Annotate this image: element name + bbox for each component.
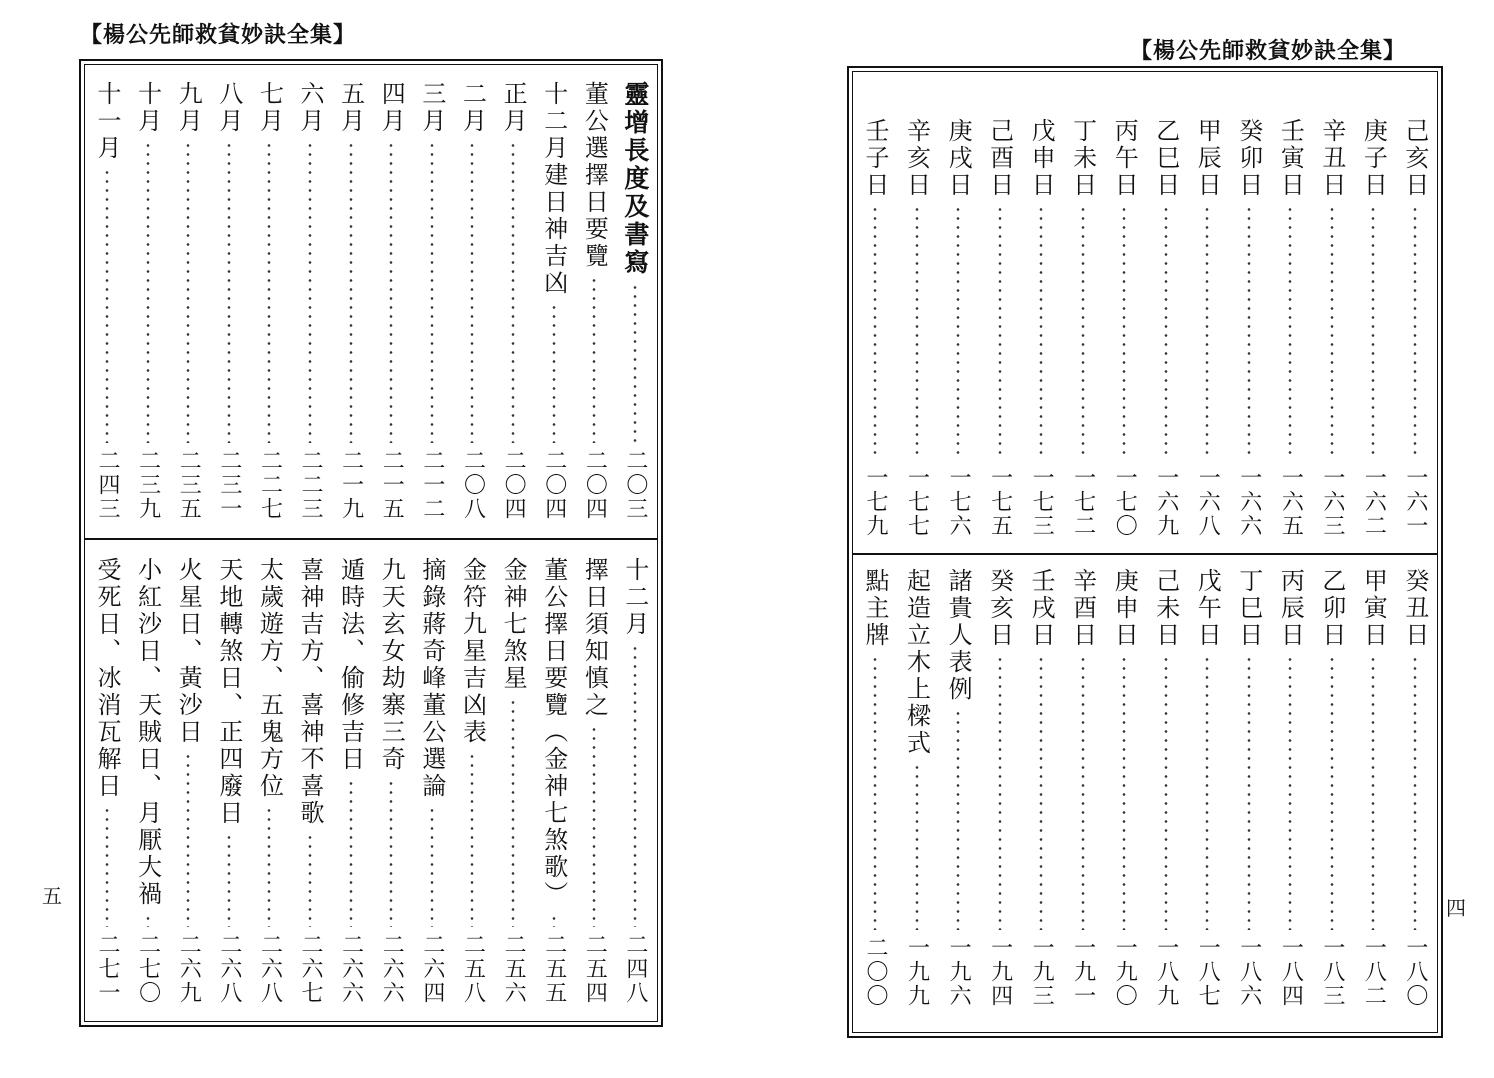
dotted-leader bbox=[1330, 655, 1334, 930]
dotted-leader bbox=[470, 752, 474, 927]
toc-entry[interactable] bbox=[1231, 568, 1267, 1008]
toc-entry[interactable] bbox=[1065, 568, 1101, 1008]
toc-entry-page-number: 一九六 bbox=[946, 936, 972, 1008]
toc-entry-page-number: 二六七 bbox=[298, 933, 324, 1005]
toc-entry-page-number: 二六九 bbox=[176, 933, 202, 1005]
left-page-number: 五 bbox=[42, 884, 62, 908]
toc-entry-title: 甲辰日 bbox=[1193, 118, 1222, 199]
toc-entry-title: 戊午日 bbox=[1193, 568, 1222, 649]
toc-entry-title: 起造立木上樑式 bbox=[902, 568, 931, 757]
left-toc-top-section bbox=[89, 81, 653, 521]
toc-entry-page-number: 一七〇 bbox=[1112, 466, 1138, 538]
left-toc-frame bbox=[79, 59, 663, 1027]
toc-entry[interactable] bbox=[617, 81, 653, 521]
toc-entry-title: 丙辰日 bbox=[1276, 568, 1305, 649]
dotted-leader bbox=[105, 806, 109, 927]
toc-entry-page-number: 一七二 bbox=[1070, 466, 1096, 538]
toc-entry-title: 三月 bbox=[417, 81, 446, 135]
toc-entry-title: 庚戌日 bbox=[944, 118, 973, 199]
toc-entry-page-number: 一六二 bbox=[1361, 466, 1387, 538]
toc-entry[interactable] bbox=[333, 81, 369, 521]
dotted-leader bbox=[389, 779, 393, 927]
toc-entry-page-number: 一六一 bbox=[1402, 466, 1428, 538]
dotted-leader bbox=[308, 833, 312, 927]
toc-entry-title: 九月 bbox=[174, 81, 203, 135]
dotted-leader bbox=[1122, 655, 1126, 930]
toc-entry-page-number: 二七〇 bbox=[135, 933, 161, 1005]
toc-entry[interactable] bbox=[414, 557, 450, 1005]
toc-entry-title: 摘錄蔣奇峰董公選論 bbox=[417, 557, 446, 800]
toc-entry[interactable] bbox=[1272, 118, 1308, 538]
dotted-leader bbox=[1164, 655, 1168, 930]
toc-entry[interactable] bbox=[373, 81, 409, 521]
right-toc-frame bbox=[847, 66, 1443, 1038]
toc-entry-title: 癸亥日 bbox=[985, 568, 1014, 649]
toc-entry-page-number: 一八〇 bbox=[1402, 936, 1428, 1008]
dotted-leader bbox=[873, 205, 877, 460]
dotted-leader bbox=[1247, 655, 1251, 930]
toc-entry-page-number: 一六三 bbox=[1319, 466, 1345, 538]
dotted-leader bbox=[267, 141, 271, 443]
toc-entry-title: 十一月 bbox=[93, 81, 121, 162]
toc-entry-title: 十月 bbox=[133, 81, 162, 135]
dotted-leader bbox=[186, 752, 190, 927]
dotted-leader bbox=[633, 644, 637, 927]
toc-entry[interactable] bbox=[1189, 118, 1225, 538]
toc-entry-page-number: 一六六 bbox=[1236, 466, 1262, 538]
toc-entry-page-number: 一七六 bbox=[946, 466, 972, 538]
toc-entry-page-number: 二五五 bbox=[541, 933, 567, 1005]
toc-entry-title: 九天玄女劫寨三奇 bbox=[377, 557, 406, 773]
toc-entry-page-number: 二一五 bbox=[379, 449, 405, 521]
dotted-leader bbox=[186, 141, 190, 443]
toc-entry-page-number: 二六八 bbox=[257, 933, 283, 1005]
toc-entry-title: 十二月 bbox=[620, 557, 649, 638]
toc-entry-title: 己亥日 bbox=[1400, 118, 1429, 199]
toc-entry-page-number: 二七一 bbox=[95, 933, 120, 1005]
dotted-leader bbox=[430, 141, 434, 443]
toc-entry[interactable] bbox=[211, 81, 247, 521]
toc-entry-title: 諸貴人表例 bbox=[944, 568, 973, 703]
toc-entry-page-number: 一九〇 bbox=[1112, 936, 1138, 1008]
toc-entry-page-number: 一九三 bbox=[1029, 936, 1055, 1008]
toc-entry-page-number: 一九四 bbox=[987, 936, 1013, 1008]
dotted-leader bbox=[1413, 655, 1417, 930]
dotted-leader bbox=[349, 779, 353, 927]
dotted-leader bbox=[511, 141, 515, 443]
dotted-leader bbox=[389, 141, 393, 443]
toc-entry[interactable] bbox=[576, 557, 612, 1005]
dotted-leader bbox=[1288, 655, 1292, 930]
toc-entry-title: 丙午日 bbox=[1110, 118, 1139, 199]
toc-entry-page-number: 二五四 bbox=[582, 933, 608, 1005]
toc-entry-title: 丁巳日 bbox=[1234, 568, 1263, 649]
toc-entry[interactable] bbox=[1231, 118, 1267, 538]
toc-entry-page-number: 二一二 bbox=[419, 449, 445, 521]
toc-entry[interactable] bbox=[1397, 568, 1433, 1008]
dotted-leader bbox=[267, 806, 271, 927]
toc-entry[interactable] bbox=[982, 118, 1018, 538]
toc-entry[interactable] bbox=[1106, 118, 1142, 538]
toc-entry[interactable] bbox=[982, 568, 1018, 1008]
toc-entry[interactable] bbox=[495, 81, 531, 521]
toc-entry-title: 乙巳日 bbox=[1151, 118, 1180, 199]
dotted-leader bbox=[915, 763, 919, 930]
toc-entry[interactable] bbox=[1272, 568, 1308, 1008]
toc-entry[interactable] bbox=[495, 557, 531, 1005]
dotted-leader bbox=[146, 914, 150, 927]
toc-entry[interactable] bbox=[899, 568, 935, 1008]
right-toc-top-section bbox=[857, 118, 1433, 538]
dotted-leader bbox=[1039, 205, 1043, 460]
dotted-leader bbox=[915, 205, 919, 460]
toc-entry[interactable] bbox=[1023, 118, 1059, 538]
toc-entry-title: 金符九星吉凶表 bbox=[458, 557, 487, 746]
right-toc-divider bbox=[853, 553, 1437, 555]
toc-entry[interactable] bbox=[89, 557, 125, 1005]
toc-entry[interactable] bbox=[536, 557, 572, 1005]
toc-entry-title: 癸丑日 bbox=[1400, 568, 1429, 649]
toc-entry-title: 壬戌日 bbox=[1027, 568, 1056, 649]
toc-entry-title: 小紅沙日、天賊日、月厭大禍 bbox=[133, 557, 162, 908]
toc-entry[interactable] bbox=[251, 557, 287, 1005]
toc-entry[interactable] bbox=[211, 557, 247, 1005]
toc-entry-title: 八月 bbox=[214, 81, 243, 135]
dotted-leader bbox=[1205, 655, 1209, 930]
toc-entry-title: 靈增長度及書寫 bbox=[620, 81, 650, 277]
toc-entry[interactable] bbox=[1355, 118, 1391, 538]
toc-entry[interactable] bbox=[576, 81, 612, 521]
toc-entry[interactable] bbox=[940, 118, 976, 538]
toc-entry-title: 天地轉煞日、正四廢日 bbox=[214, 557, 243, 827]
toc-entry-title: 董公擇日要覽（金神七煞歌） bbox=[539, 557, 568, 908]
toc-entry[interactable] bbox=[292, 557, 328, 1005]
dotted-leader bbox=[227, 141, 231, 443]
toc-entry-title: 乙卯日 bbox=[1317, 568, 1346, 649]
toc-entry-page-number: 一六九 bbox=[1153, 466, 1179, 538]
toc-entry[interactable] bbox=[1148, 118, 1184, 538]
toc-entry[interactable] bbox=[251, 81, 287, 521]
toc-entry-title: 二月 bbox=[458, 81, 487, 135]
dotted-leader bbox=[552, 914, 556, 927]
dotted-leader bbox=[430, 806, 434, 927]
dotted-leader bbox=[227, 833, 231, 927]
dotted-leader bbox=[1371, 205, 1375, 460]
toc-entry[interactable] bbox=[1106, 568, 1142, 1008]
dotted-leader bbox=[956, 205, 960, 460]
toc-entry[interactable] bbox=[1023, 568, 1059, 1008]
toc-entry-page-number: 二〇〇 bbox=[863, 936, 888, 1008]
toc-entry-page-number: 二〇八 bbox=[460, 449, 486, 521]
toc-entry-title: 金神七煞星 bbox=[499, 557, 528, 692]
toc-entry-title: 庚申日 bbox=[1110, 568, 1139, 649]
toc-entry[interactable] bbox=[536, 81, 572, 521]
toc-entry-title: 正月 bbox=[499, 81, 528, 135]
toc-entry-page-number: 二五六 bbox=[501, 933, 527, 1005]
toc-entry-page-number: 二三一 bbox=[216, 449, 242, 521]
toc-entry-title: 六月 bbox=[296, 81, 325, 135]
dotted-leader bbox=[1122, 205, 1126, 460]
toc-entry[interactable] bbox=[89, 81, 125, 521]
toc-entry-page-number: 一八六 bbox=[1236, 936, 1262, 1008]
toc-entry-page-number: 一八三 bbox=[1319, 936, 1345, 1008]
toc-entry-page-number: 二三五 bbox=[176, 449, 202, 521]
toc-entry-page-number: 一九九 bbox=[904, 936, 930, 1008]
toc-entry[interactable] bbox=[1065, 118, 1101, 538]
toc-entry[interactable] bbox=[170, 557, 206, 1005]
dotted-leader bbox=[633, 283, 637, 443]
dotted-leader bbox=[1081, 205, 1085, 460]
toc-entry-title: 庚子日 bbox=[1359, 118, 1388, 199]
toc-entry[interactable] bbox=[857, 118, 893, 538]
toc-entry-page-number: 一九一 bbox=[1070, 936, 1096, 1008]
toc-entry-title: 喜神吉方、喜神不喜歌 bbox=[296, 557, 325, 827]
toc-entry[interactable] bbox=[170, 81, 206, 521]
dotted-leader bbox=[308, 141, 312, 443]
toc-entry-page-number: 一七七 bbox=[904, 466, 930, 538]
toc-entry-page-number: 二一九 bbox=[338, 449, 364, 521]
toc-entry-page-number: 二〇四 bbox=[501, 449, 527, 521]
toc-entry[interactable] bbox=[373, 557, 409, 1005]
toc-entry[interactable] bbox=[1148, 568, 1184, 1008]
toc-entry-title: 太歲遊方、五鬼方位 bbox=[255, 557, 284, 800]
toc-entry-page-number: 二三九 bbox=[135, 449, 161, 521]
toc-entry-title: 癸卯日 bbox=[1234, 118, 1263, 199]
toc-entry-page-number: 二〇三 bbox=[622, 449, 648, 521]
toc-entry-title: 辛亥日 bbox=[902, 118, 931, 199]
toc-entry-title: 受死日、冰消瓦解日 bbox=[93, 557, 121, 800]
right-page-number: 四 bbox=[1446, 896, 1466, 920]
toc-entry-page-number: 一六五 bbox=[1278, 466, 1304, 538]
left-toc-bottom-section bbox=[89, 557, 653, 1005]
toc-entry[interactable] bbox=[940, 568, 976, 1008]
dotted-leader bbox=[873, 655, 877, 930]
toc-entry-title: 火星日、黃沙日 bbox=[174, 557, 203, 746]
toc-entry-page-number: 一七三 bbox=[1029, 466, 1055, 538]
toc-entry-page-number: 一六八 bbox=[1195, 466, 1221, 538]
toc-entry-title: 己酉日 bbox=[985, 118, 1014, 199]
toc-entry-page-number: 二六六 bbox=[338, 933, 364, 1005]
toc-entry-page-number: 二二三 bbox=[298, 449, 324, 521]
dotted-leader bbox=[998, 205, 1002, 460]
toc-entry[interactable] bbox=[617, 557, 653, 1005]
toc-entry[interactable] bbox=[414, 81, 450, 521]
toc-entry-page-number: 二六六 bbox=[379, 933, 405, 1005]
toc-entry-title: 十二月建日神吉凶 bbox=[539, 81, 568, 297]
toc-entry-page-number: 一八四 bbox=[1278, 936, 1304, 1008]
toc-entry-title: 擇日須知慎之 bbox=[580, 557, 609, 719]
toc-entry-title: 董公選擇日要覽 bbox=[580, 81, 609, 270]
toc-entry[interactable] bbox=[1314, 568, 1350, 1008]
dotted-leader bbox=[592, 725, 596, 927]
dotted-leader bbox=[1288, 205, 1292, 460]
toc-entry-page-number: 二六四 bbox=[419, 933, 445, 1005]
toc-entry-title: 甲寅日 bbox=[1359, 568, 1388, 649]
toc-entry[interactable] bbox=[454, 557, 490, 1005]
toc-entry[interactable] bbox=[454, 81, 490, 521]
dotted-leader bbox=[349, 141, 353, 443]
toc-entry-page-number: 一七五 bbox=[987, 466, 1013, 538]
toc-entry-page-number: 一七九 bbox=[863, 466, 888, 538]
toc-entry-title: 點主牌 bbox=[861, 568, 889, 649]
toc-entry-title: 五月 bbox=[336, 81, 365, 135]
toc-entry-title: 四月 bbox=[377, 81, 406, 135]
toc-entry-title: 戊申日 bbox=[1027, 118, 1056, 199]
toc-entry-page-number: 一八七 bbox=[1195, 936, 1221, 1008]
toc-entry-title: 七月 bbox=[255, 81, 284, 135]
left-page-header: 【楊公先師救貧妙訣全集】 bbox=[80, 23, 357, 48]
toc-entry-title: 遁時法、偷修吉日 bbox=[336, 557, 365, 773]
toc-entry-title: 辛酉日 bbox=[1068, 568, 1097, 649]
dotted-leader bbox=[1164, 205, 1168, 460]
toc-entry-page-number: 二五八 bbox=[460, 933, 486, 1005]
toc-entry-page-number: 二四三 bbox=[95, 449, 120, 521]
toc-entry[interactable] bbox=[130, 81, 166, 521]
toc-entry-title: 辛丑日 bbox=[1317, 118, 1346, 199]
toc-entry-page-number: 二六八 bbox=[216, 933, 242, 1005]
dotted-leader bbox=[552, 303, 556, 443]
toc-entry[interactable] bbox=[1189, 568, 1225, 1008]
dotted-leader bbox=[1081, 655, 1085, 930]
toc-entry[interactable] bbox=[857, 568, 893, 1008]
toc-entry[interactable] bbox=[899, 118, 935, 538]
dotted-leader bbox=[592, 276, 596, 443]
dotted-leader bbox=[1205, 205, 1209, 460]
toc-entry-title: 己未日 bbox=[1151, 568, 1180, 649]
toc-entry-page-number: 一八九 bbox=[1153, 936, 1179, 1008]
dotted-leader bbox=[1371, 655, 1375, 930]
dotted-leader bbox=[1330, 205, 1334, 460]
toc-entry[interactable] bbox=[292, 81, 328, 521]
toc-entry-page-number: 二四八 bbox=[622, 933, 648, 1005]
toc-entry-title: 丁未日 bbox=[1068, 118, 1097, 199]
toc-entry[interactable] bbox=[1314, 118, 1350, 538]
toc-entry[interactable] bbox=[1397, 118, 1433, 538]
toc-entry[interactable] bbox=[333, 557, 369, 1005]
toc-entry-title: 壬寅日 bbox=[1276, 118, 1305, 199]
right-toc-bottom-section bbox=[857, 568, 1433, 1008]
dotted-leader bbox=[998, 655, 1002, 930]
dotted-leader bbox=[1039, 655, 1043, 930]
toc-entry[interactable] bbox=[130, 557, 166, 1005]
toc-entry-page-number: 二〇四 bbox=[582, 449, 608, 521]
toc-entry-title: 壬子日 bbox=[861, 118, 889, 199]
dotted-leader bbox=[146, 141, 150, 443]
toc-entry-page-number: 二〇四 bbox=[541, 449, 567, 521]
left-toc-divider bbox=[85, 538, 657, 540]
toc-entry[interactable] bbox=[1355, 568, 1391, 1008]
dotted-leader bbox=[1413, 205, 1417, 460]
dotted-leader bbox=[105, 168, 109, 443]
toc-entry-page-number: 一八二 bbox=[1361, 936, 1387, 1008]
right-page-header: 【楊公先師救貧妙訣全集】 bbox=[1130, 39, 1407, 64]
dotted-leader bbox=[470, 141, 474, 443]
toc-entry-page-number: 二二七 bbox=[257, 449, 283, 521]
dotted-leader bbox=[511, 698, 515, 927]
dotted-leader bbox=[956, 709, 960, 930]
dotted-leader bbox=[1247, 205, 1251, 460]
